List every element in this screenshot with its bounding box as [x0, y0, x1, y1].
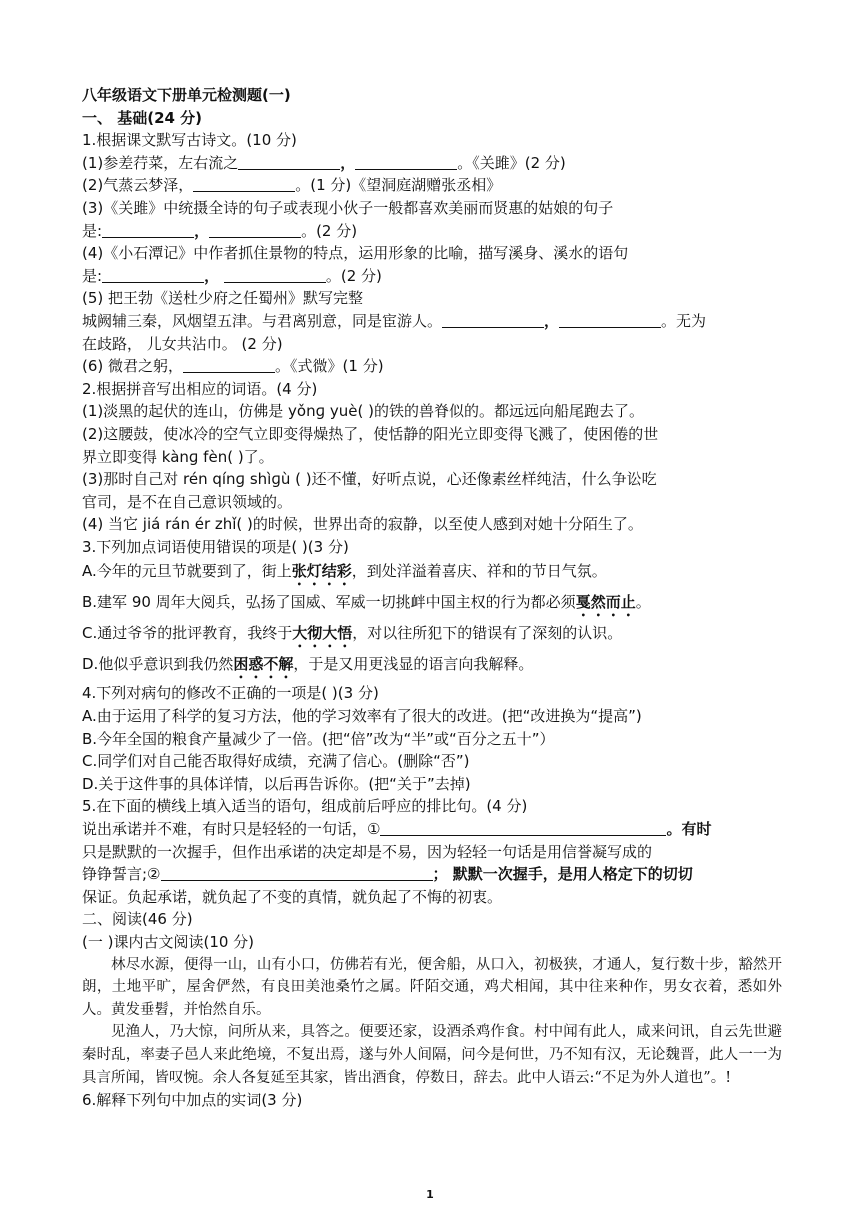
q4-option-d: D.关于这件事的具体详情，以后再告诉你。(把“关于”去掉)	[82, 774, 471, 793]
q3-option-d	[82, 651, 782, 682]
q5-line1	[82, 818, 782, 841]
q1-part5-line1	[82, 310, 782, 333]
q1-part5-line2: 在歧路， 儿女共沾巾。 (2 分)	[82, 334, 283, 353]
q1-part5-tail: 。无为	[661, 311, 707, 330]
answer-blank[interactable]	[442, 312, 544, 328]
option-text: ，到处洋溢着喜庆、祥和的节日气氛。	[351, 562, 607, 581]
q5-line4: 保证。负起承诺，就负起了不变的真情，就负起了不悔的初衷。	[82, 887, 503, 906]
q5-text: 。有时	[666, 820, 712, 839]
q1-part1-text: (1)参差荇菜，左右流之	[82, 153, 239, 172]
section-reading-heading: 二、阅读(46 分)	[82, 910, 193, 929]
q5-line3	[82, 863, 782, 886]
option-text: B.建军 90 周年大阅兵，弘扬了国威、军威一切挑衅中国主权的行为都必须	[82, 593, 576, 612]
q3-option-c	[82, 620, 782, 651]
q1-part4-line2	[82, 265, 782, 288]
option-text: D.他似乎意识到我仍然	[82, 655, 234, 674]
comma: ，	[340, 153, 356, 172]
answer-blank[interactable]	[183, 357, 275, 373]
q5-line2: 只是默默的一次握手，但作出承诺的决定却是不易，因为轻轻一句话是用信誉凝写成的	[82, 842, 653, 861]
q1-part1-source: 。《关雎》(2 分)	[457, 153, 566, 172]
q5-text: 说出承诺并不难，有时只是轻轻的一句话，①	[82, 820, 381, 839]
q4-option-b: B.今年全国的粮食产量减少了一倍。(把“倍”改为“半”或“百分之五十”）	[82, 729, 555, 748]
q2-part1: (1)淡黑的起伏的连山，仿佛是 yǒnɡ yuè( )的铁的兽脊似的。都远远向船尾跑去了。	[82, 402, 644, 421]
q6-stem: 6.解释下列句中加点的实词(3 分)	[82, 1091, 303, 1110]
q3-option-b	[82, 589, 782, 620]
q1-part3-score: 。(2 分)	[301, 221, 358, 240]
q3-stem: 3.下列加点词语使用错误的项是( )(3 分)	[82, 537, 349, 556]
q1-part6-source: 。《式微》(1 分)	[275, 357, 384, 376]
answer-blank[interactable]	[209, 222, 301, 238]
answer-blank[interactable]	[559, 312, 661, 328]
q5-stem: 5.在下面的横线上填入适当的语句，组成前后呼应的排比句。(4 分)	[82, 797, 528, 816]
q4-option-a: A.由于运用了科学的复习方法，他的学习效率有了很大的改进。(把“改进换为“提高”)	[82, 707, 642, 726]
q1-part2	[82, 174, 782, 197]
q1-part3-line1: (3)《关雎》中统摄全诗的句子或表现小伙子一般都喜欢美丽而贤惠的姑娘的句子	[82, 198, 614, 217]
q1-part6-text: (6) 微君之躬，	[82, 357, 184, 376]
answer-blank[interactable]	[161, 865, 433, 881]
q1-part2-text: (2)气蒸云梦泽，	[82, 176, 194, 195]
exam-title: 八年级语文下册单元检测题(一)	[82, 86, 291, 104]
q4-stem: 4.下列对病句的修改不正确的一项是( )(3 分)	[82, 684, 379, 703]
q2-stem: 2.根据拼音写出相应的词语。(4 分)	[82, 379, 318, 398]
option-text: 。	[635, 593, 651, 612]
comma: ，	[544, 311, 560, 330]
answer-blank[interactable]	[193, 176, 295, 192]
answer-blank[interactable]	[238, 154, 340, 170]
q1-part3-line2	[82, 220, 782, 243]
q1-part3-label: 是:	[82, 221, 103, 240]
answer-blank[interactable]	[380, 820, 666, 836]
reading1-paragraph2: 见渔人，乃大惊，问所从来，具答之。便要还家，设酒杀鸡作食。村中闻有此人，咸来问讯，自云先世避秦时乱，率妻子邑人来此绝境，不复出焉，遂与外人间隔，问今是何世，乃不知有汉，无论魏晋，此人一一为具言所闻，皆叹惋。余人各复延至其家，皆出酒食，停数日，辞去。此中人语云:“不足为外人道也”。!	[82, 1024, 782, 1086]
q2-part3-line2: 官司，是不在自己意识领域的。	[82, 492, 293, 511]
comma: ，	[194, 221, 210, 240]
dotted-word: 戛然而止	[575, 593, 636, 612]
q2-part2-line2: 界立即变得 kànɡ fèn( )了。	[82, 447, 274, 466]
reading1-heading: (一 )课内古文阅读(10 分)	[82, 933, 255, 951]
answer-blank[interactable]	[102, 222, 194, 238]
reading1-paragraph1: 林尽水源，便得一山，山有小口，仿佛若有光，便舍船，从口入，初极狭，才通人，复行数十步，豁然开朗，土地平旷，屋舍俨然，有良田美池桑竹之属。阡陌交通，鸡犬相闻，其中往来种作，男女衣着，悉如外人。黄发垂髫，并怡然自乐。	[82, 956, 782, 1018]
option-text: A.今年的元旦节就要到了，街上	[82, 562, 292, 581]
q2-part2-line1: (2)这腰鼓，使冰冷的空气立即变得燥热了，使恬静的阳光立即变得飞溅了，使困倦的世	[82, 424, 659, 443]
exam-page	[82, 84, 782, 1112]
q1-part4-score: 。(2 分)	[325, 266, 382, 285]
option-text: C.通过爷爷的批评教育，我终于	[82, 624, 293, 643]
dotted-word: 困惑不解	[233, 655, 294, 674]
q1-part5-heading: (5) 把王勃《送杜少府之任蜀州》默写完整	[82, 289, 364, 308]
q2-part4: (4) 当它 jiá rán ér zhǐ( )的时候，世界出奇的寂静，以至使人感到对她十分陌生了。	[82, 515, 643, 534]
page-number: 1	[426, 1188, 434, 1201]
answer-blank[interactable]	[102, 267, 204, 283]
q1-stem: 1.根据课文默写古诗文。(10 分)	[82, 131, 297, 150]
option-text: ，于是又用更浅显的语言向我解释。	[293, 655, 534, 674]
q1-part6	[82, 355, 782, 378]
q1-part5-poem: 城阙辅三秦，风烟望五津。与君离别意，同是宦游人。	[82, 311, 443, 330]
answer-blank[interactable]	[355, 154, 457, 170]
q3-option-a	[82, 558, 782, 589]
dotted-word: 大彻大悟	[292, 624, 353, 643]
section-basics-heading: 一、 基础(24 分)	[82, 108, 203, 127]
q1-part2-source: 。(1 分)《望洞庭湖赠张丞相》	[295, 176, 502, 195]
q5-text: 铮铮誓言;②	[82, 865, 161, 884]
q1-part4-label: 是:	[82, 266, 103, 285]
q1-part4-line1: (4)《小石潭记》中作者抓住景物的特点，运用形象的比喻，描写溪身、溪水的语句	[82, 244, 629, 263]
q1-part1	[82, 152, 782, 175]
answer-blank[interactable]	[224, 267, 326, 283]
q5-text: ； 默默一次握手，是用人格定下的切切	[432, 865, 693, 884]
comma: ，	[204, 266, 220, 285]
dotted-word: 张灯结彩	[291, 562, 352, 581]
q4-option-c: C.同学们对自己能否取得好成绩，充满了信心。(删除“否”)	[82, 752, 470, 771]
option-text: ，对以往所犯下的错误有了深刻的认识。	[352, 624, 623, 643]
q2-part3-line1: (3)那时自己对 rén qínɡ shìɡù ( )还不懂，好听点说，心还像素丝样纯洁，什么争讼吃	[82, 470, 657, 489]
